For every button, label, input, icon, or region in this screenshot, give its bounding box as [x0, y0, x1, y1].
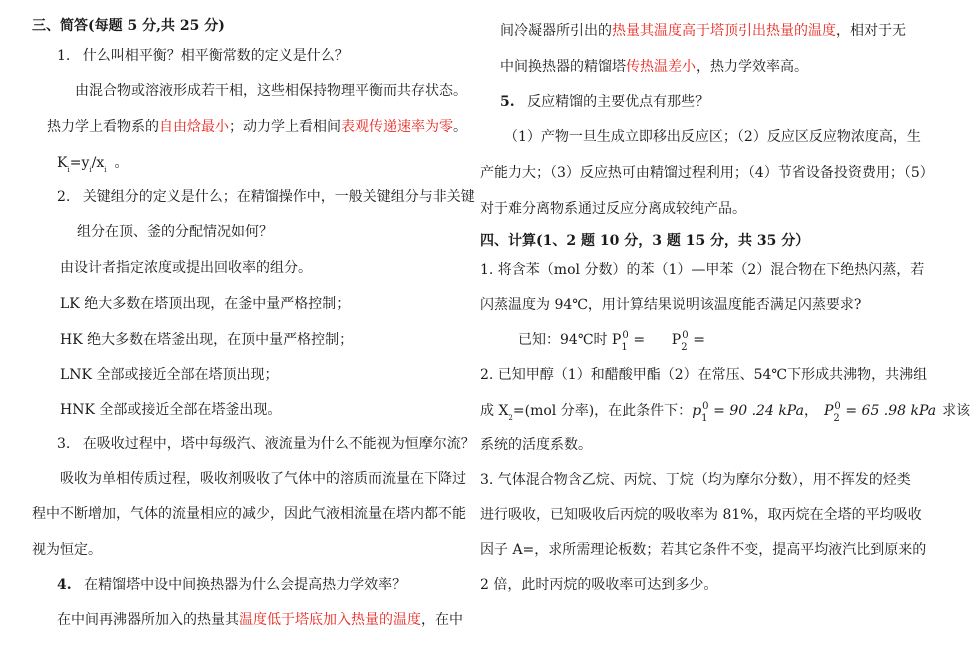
q2-question: [57, 188, 475, 206]
c2-comma: ，: [803, 403, 818, 419]
c2-line2-end: 求该: [942, 403, 970, 419]
q4-l3-red: 传热温差小: [626, 59, 696, 75]
c2-p1-sub: 1: [701, 413, 708, 424]
q2-text-line2: 组分在顶、釜的分配情况如何？: [77, 224, 273, 240]
q4-l2-pre: 间冷凝器所引出的: [500, 23, 612, 39]
q3-question: [57, 435, 475, 453]
q1-text: 什么叫相平衡？相平衡常数的定义是什么？: [82, 48, 349, 64]
q4-a1-pre: 在中间再沸器所加入的热量其: [57, 612, 239, 628]
q1-a2-end: 。: [453, 119, 467, 135]
q5-answer-line1: （1）产物一旦生成立即移出反应区；（2）反应区反应物浓度高，生: [504, 129, 921, 145]
formula-end: 。: [114, 155, 129, 171]
c2-p1-symbol: p: [692, 403, 702, 419]
c2-line3: 系统的活度系数。: [480, 437, 592, 453]
q1-a2-red1: 自由焓最小: [159, 119, 229, 135]
q2-answer-line1: 由设计者指定浓度或提出回收率的组分。: [60, 260, 312, 276]
c1-p1-sup: 0: [622, 330, 629, 341]
c2-p2-value: = 65 .98 kPa: [845, 403, 937, 419]
c2-condition: =(mol 分率)，在此条件下：: [512, 403, 693, 419]
q3-answer-line2: 程中不断增加，气体的流量相应的减少，因此气液相流量在塔内都不能: [32, 506, 466, 522]
formula-div: /x: [91, 155, 105, 171]
c3-line3: 因子 A=，求所需理论板数；若其它条件不变，提高平均液汽比到原来的: [480, 542, 927, 558]
c1-known-end: =: [693, 332, 705, 348]
c1-known-mid: = P: [633, 332, 682, 348]
q1-answer-line2: [47, 118, 467, 136]
c2-line2: [480, 402, 970, 427]
q4-l3-end: ，热力学效率高。: [696, 59, 808, 75]
q3-answer-line3: 视为恒定。: [32, 542, 102, 558]
q4-l3-pre: 中间换热器的精馏塔: [500, 59, 626, 75]
q4-number: 4.: [57, 577, 72, 593]
q4-a1-red: 温度低于塔底加入热量的温度: [239, 612, 421, 628]
c1-p2-sup: 0: [682, 330, 689, 341]
c1-p1-sub: 1: [621, 342, 628, 353]
q3-text: 在吸收过程中，塔中每级汽、液流量为什么不能视为恒摩尔流？: [82, 436, 475, 452]
q1-a2-red2: 表观传递速率为零: [341, 119, 453, 135]
q4-answer-line3: [500, 58, 808, 76]
formula-sub-i3: i: [104, 166, 107, 174]
formula-eq: =y: [69, 155, 90, 171]
q5-number: 5.: [500, 94, 515, 110]
q1-formula: [57, 154, 128, 179]
c2-p2-sup: 0: [834, 401, 841, 412]
q2-answer-lnk: LNK 全部或接近全部在塔顶出现；: [60, 367, 279, 383]
formula-sub-i1: i: [67, 166, 70, 174]
q4-answer-line2: [500, 22, 906, 40]
q2-answer-hnk: HNK 全部或接近全部在塔釜出现。: [60, 402, 282, 418]
q5-answer-line3: 对于难分离物系通过反应分离成较纯产品。: [480, 201, 746, 217]
formula-sub-i2: i: [89, 166, 92, 174]
q4-text: 在精馏塔中设中间换热器为什么会提高热力学效率？: [84, 577, 407, 593]
q4-a1-end: ，在中: [421, 612, 463, 628]
q2-text: 关键组分的定义是什么；在精馏操作中，一般关键组分与非关键: [82, 189, 475, 205]
q1-number: 1.: [57, 48, 71, 64]
c1-p2-sub: 2: [681, 342, 688, 353]
c2-p1-sup: 0: [702, 401, 709, 412]
section-title-short-answer: 三、简答(每题 5 分,共 25 分): [32, 18, 225, 34]
q5-question: [500, 93, 709, 111]
c1-line2: 闪蒸温度为 94℃，用计算结果说明该温度能否满足闪蒸要求?: [480, 297, 862, 313]
c2-p2-symbol: P: [823, 403, 834, 419]
q1-a2-mid: ；动力学上看相间: [229, 119, 341, 135]
formula-k: K: [57, 155, 68, 171]
q3-number: 3.: [57, 436, 71, 452]
c2-x-label: 成 X: [480, 403, 509, 419]
c1-line1: 1. 将含苯（mol 分数）的苯（1）—甲苯（2）混合物在下绝热闪蒸，若: [480, 262, 925, 278]
q2-answer-lk: LK 绝大多数在塔顶出现，在釜中量严格控制；: [60, 296, 351, 312]
q4-l2-end: ，相对于无: [836, 23, 906, 39]
q2-answer-hk: HK 绝大多数在塔釜出现，在顶中量严格控制；: [60, 332, 354, 348]
c1-known: [518, 330, 705, 353]
c3-line4: 2 倍，此时丙烷的吸收率可达到多少。: [480, 577, 718, 593]
c1-known-pre: 已知：94℃时 P: [518, 332, 622, 348]
q5-answer-line2: 产能力大；（3）反应热可由精馏过程利用；（4）节省设备投资费用；（5）: [480, 165, 934, 181]
c3-line2: 进行吸收，已知吸收后丙烷的吸收率为 81%，取丙烷在全塔的平均吸收: [480, 507, 922, 523]
c2-x-sub: 2: [508, 414, 513, 422]
c3-line1: 3. 气体混合物含乙烷、丙烷、丁烷（均为摩尔分数），用不挥发的烃类: [480, 472, 911, 488]
c2-p2-sub: 2: [833, 413, 840, 424]
c2-line1: 2. 已知甲醇（1）和醋酸甲酯（2）在常压、54℃下形成共沸物，共沸组: [480, 367, 928, 383]
q1-question: [57, 47, 349, 65]
q5-text: 反应精馏的主要优点有那些？: [527, 94, 710, 110]
section-title-calculation: 四、计算(1、2 题 10 分，3 题 15 分，共 35 分）: [480, 233, 810, 249]
q1-a2-pre: 热力学上看物系的: [47, 119, 159, 135]
q4-question: [57, 576, 406, 594]
q4-answer-line1: [57, 611, 463, 629]
q4-l2-red: 热量其温度高于塔顶引出热量的温度: [612, 23, 836, 39]
q2-number: 2.: [57, 189, 71, 205]
q1-answer-line1: 由混合物或溶液形成若干相，这些相保持物理平衡而共存状态。: [75, 83, 467, 99]
q3-answer-line1: 吸收为单相传质过程，吸收剂吸收了气体中的溶质而流量在下降过: [60, 471, 466, 487]
c2-p1-value: = 90 .24 kPa: [713, 403, 804, 419]
